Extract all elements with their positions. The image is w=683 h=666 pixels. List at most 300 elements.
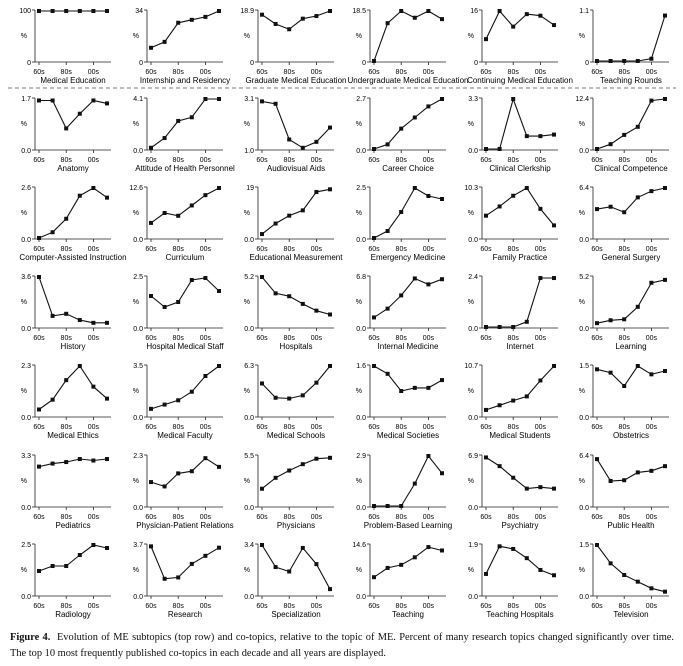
chart-panel: [352, 542, 446, 619]
y-axis-title: %: [355, 210, 362, 217]
y-max-label: 16: [470, 8, 478, 15]
data-point: [413, 16, 417, 20]
chart-panel: [356, 274, 446, 351]
data-point: [328, 313, 332, 317]
x-tick-label: 60s: [368, 246, 380, 253]
data-point: [163, 40, 167, 44]
chart-title: Teaching Hospitals: [486, 610, 554, 619]
chart-panel: [468, 542, 558, 619]
data-point: [552, 364, 556, 368]
y-min-label: 0.0: [21, 415, 31, 422]
chart-panel: [579, 453, 669, 530]
data-point: [399, 210, 403, 214]
x-tick-label: 60s: [33, 69, 45, 76]
y-min-label: 0.0: [356, 594, 366, 601]
data-point: [649, 281, 653, 285]
data-point: [595, 147, 599, 151]
x-tick-label: 60s: [256, 603, 268, 610]
chart-title: Public Health: [607, 521, 655, 530]
y-max-label: 3.1: [244, 96, 254, 103]
data-point: [287, 214, 291, 218]
data-point: [203, 193, 207, 197]
y-axis-title: %: [20, 478, 27, 485]
x-tick-label: 00s: [534, 157, 547, 164]
data-point: [78, 553, 82, 557]
chart-title: Computer-Assisted Instruction: [19, 253, 127, 262]
y-axis-title: %: [20, 121, 27, 128]
y-min-label: 0: [250, 60, 254, 67]
x-tick-label: 00s: [310, 157, 323, 164]
x-tick-label: 60s: [256, 335, 268, 342]
figure-label: Figure 4.: [10, 632, 51, 643]
x-tick-label: 60s: [591, 69, 603, 76]
y-axis-title: %: [132, 388, 139, 395]
chart-panel: [244, 274, 334, 351]
series-line: [597, 459, 665, 481]
x-tick-label: 60s: [591, 335, 603, 342]
data-point: [149, 294, 153, 298]
data-point: [663, 97, 667, 101]
data-point: [622, 573, 626, 577]
data-point: [426, 9, 430, 13]
data-point: [649, 372, 653, 376]
y-min-label: 0.0: [468, 237, 478, 244]
data-point: [663, 369, 667, 373]
data-point: [649, 99, 653, 103]
data-point: [260, 487, 264, 491]
x-tick-label: 00s: [422, 69, 435, 76]
data-point: [37, 98, 41, 102]
data-point: [484, 214, 488, 218]
data-point: [287, 469, 291, 473]
data-point: [301, 146, 305, 150]
y-max-label: 2.6: [21, 185, 31, 192]
chart-title: Audiovisual Aids: [266, 164, 326, 173]
data-point: [484, 325, 488, 329]
chart-panel: [348, 8, 469, 85]
y-min-label: 0.0: [356, 326, 366, 333]
x-tick-label: 60s: [256, 246, 268, 253]
series-line: [486, 366, 554, 410]
data-point: [484, 408, 488, 412]
data-point: [78, 318, 82, 322]
chart-title: Emergency Medicine: [370, 253, 446, 262]
y-max-label: 14.6: [352, 542, 366, 549]
data-point: [91, 543, 95, 547]
x-tick-label: 60s: [33, 424, 45, 431]
chart-title: Continuing Medical Education: [467, 76, 573, 85]
x-tick-label: 00s: [534, 69, 547, 76]
y-axis-title: %: [467, 121, 474, 128]
chart-panel: [133, 453, 234, 530]
x-tick-label: 80s: [507, 246, 519, 253]
y-axis-title: %: [243, 567, 250, 574]
y-axis-title: %: [132, 299, 139, 306]
x-tick-label: 80s: [618, 335, 630, 342]
y-max-label: 2.7: [356, 96, 366, 103]
y-max-label: 100: [19, 8, 31, 15]
data-point: [440, 378, 444, 382]
data-point: [51, 462, 55, 466]
y-max-label: 18.9: [240, 8, 254, 15]
data-point: [149, 46, 153, 50]
chart-title: Teaching: [391, 610, 425, 619]
data-point: [176, 471, 180, 475]
data-point: [287, 27, 291, 31]
data-point: [622, 210, 626, 214]
chart-panel: [579, 8, 669, 85]
data-point: [51, 314, 55, 318]
x-tick-label: 60s: [33, 514, 45, 521]
x-tick-label: 00s: [645, 424, 658, 431]
data-point: [301, 302, 305, 306]
x-tick-label: 60s: [145, 424, 157, 431]
data-point: [649, 469, 653, 473]
y-min-label: 0.0: [244, 415, 254, 422]
chart-panel: [133, 363, 223, 440]
data-point: [105, 397, 109, 401]
y-axis-title: %: [578, 121, 585, 128]
y-min-label: 0.0: [21, 326, 31, 333]
y-min-label: 0.0: [468, 148, 478, 155]
data-point: [91, 98, 95, 102]
y-min-label: 0.0: [133, 148, 143, 155]
x-tick-label: 00s: [87, 246, 100, 253]
data-point: [511, 325, 515, 329]
y-min-label: 0.0: [579, 326, 589, 333]
data-point: [622, 384, 626, 388]
x-tick-label: 80s: [283, 157, 295, 164]
data-point: [399, 127, 403, 131]
x-tick-label: 80s: [172, 514, 184, 521]
data-point: [260, 99, 264, 103]
y-max-label: 6.9: [468, 453, 478, 460]
data-point: [314, 562, 318, 566]
data-point: [609, 479, 613, 483]
x-tick-label: 60s: [145, 157, 157, 164]
data-point: [595, 321, 599, 325]
x-tick-label: 00s: [199, 335, 212, 342]
x-tick-label: 80s: [60, 335, 72, 342]
data-point: [622, 478, 626, 482]
series-line: [374, 547, 442, 577]
data-point: [525, 487, 529, 491]
data-point: [413, 186, 417, 190]
data-point: [663, 278, 667, 282]
y-axis-title: %: [243, 299, 250, 306]
data-point: [426, 104, 430, 108]
data-point: [413, 386, 417, 390]
x-tick-label: 80s: [283, 69, 295, 76]
data-point: [538, 207, 542, 211]
data-point: [190, 278, 194, 282]
chart-title: General Surgery: [601, 253, 661, 262]
data-point: [314, 457, 318, 461]
data-point: [440, 17, 444, 21]
y-max-label: 3.7: [133, 542, 143, 549]
x-tick-label: 00s: [199, 514, 212, 521]
data-point: [91, 385, 95, 389]
y-min-label: 0: [585, 60, 589, 67]
chart-panel: [467, 8, 573, 85]
chart-panel: [133, 542, 223, 619]
chart-title: History: [60, 342, 86, 351]
chart-title: Career Choice: [382, 164, 434, 173]
data-point: [328, 587, 332, 591]
data-point: [498, 325, 502, 329]
series-line: [486, 11, 554, 39]
chart-title: Medical Societies: [376, 431, 440, 440]
y-max-label: 10.3: [464, 185, 478, 192]
data-point: [440, 471, 444, 475]
series-line: [39, 188, 107, 238]
data-point: [217, 465, 221, 469]
chart-panel: [579, 274, 669, 351]
data-point: [538, 14, 542, 18]
chart-title: Hospital Medical Staff: [146, 342, 224, 351]
y-min-label: 0: [474, 60, 478, 67]
data-point: [64, 378, 68, 382]
y-min-label: 1.0: [244, 148, 254, 155]
data-point: [328, 456, 332, 460]
x-tick-label: 00s: [87, 424, 100, 431]
y-axis-title: %: [132, 210, 139, 217]
y-max-label: 2.5: [133, 274, 143, 281]
x-tick-label: 00s: [422, 603, 435, 610]
x-tick-label: 00s: [534, 335, 547, 342]
data-point: [413, 555, 417, 559]
x-tick-label: 80s: [507, 424, 519, 431]
data-point: [609, 142, 613, 146]
y-max-label: 3.6: [21, 274, 31, 281]
chart-panel: [21, 363, 111, 440]
y-max-label: 10.7: [464, 363, 478, 370]
data-point: [149, 221, 153, 225]
data-point: [163, 136, 167, 140]
series-line: [486, 278, 554, 327]
y-max-label: 6.4: [579, 185, 589, 192]
chart-title: Graduate Medical Education: [245, 76, 347, 85]
data-point: [163, 211, 167, 215]
data-point: [538, 568, 542, 572]
x-tick-label: 00s: [645, 514, 658, 521]
data-point: [64, 217, 68, 221]
y-axis-title: %: [467, 33, 474, 40]
data-point: [301, 546, 305, 550]
y-axis-title: %: [467, 388, 474, 395]
y-max-label: 6.4: [579, 453, 589, 460]
data-point: [538, 378, 542, 382]
y-axis-title: %: [355, 388, 362, 395]
chart-panel: [575, 96, 669, 173]
series-line: [374, 366, 442, 391]
data-point: [105, 9, 109, 13]
data-point: [37, 236, 41, 240]
data-point: [176, 214, 180, 218]
data-point: [91, 186, 95, 190]
data-point: [538, 276, 542, 280]
chart-title: Internal Medicine: [377, 342, 439, 351]
chart-title: Teaching Rounds: [600, 76, 662, 85]
chart-title: Television: [613, 610, 649, 619]
data-point: [525, 134, 529, 138]
y-min-label: 0.0: [468, 505, 478, 512]
data-point: [190, 18, 194, 22]
y-min-label: 0.0: [21, 594, 31, 601]
series-line: [262, 277, 330, 315]
x-tick-label: 80s: [507, 335, 519, 342]
x-tick-label: 60s: [145, 603, 157, 610]
y-axis-title: %: [243, 210, 250, 217]
x-tick-label: 00s: [199, 157, 212, 164]
x-tick-label: 00s: [645, 69, 658, 76]
y-axis-title: %: [467, 210, 474, 217]
x-tick-label: 00s: [310, 69, 323, 76]
data-point: [609, 59, 613, 63]
x-tick-label: 80s: [507, 603, 519, 610]
data-point: [595, 367, 599, 371]
x-tick-label: 60s: [368, 157, 380, 164]
x-tick-label: 00s: [199, 246, 212, 253]
data-point: [552, 573, 556, 577]
series-line: [151, 11, 219, 48]
x-tick-label: 60s: [145, 514, 157, 521]
chart-panel: [19, 185, 126, 262]
chart-panel: [244, 96, 334, 173]
series-line: [262, 11, 330, 29]
chart-panel: [579, 363, 669, 440]
x-tick-label: 80s: [618, 69, 630, 76]
x-tick-label: 60s: [256, 69, 268, 76]
data-point: [649, 189, 653, 193]
series-line: [262, 458, 330, 489]
chart-title: Clinical Competence: [594, 164, 668, 173]
data-point: [498, 464, 502, 468]
y-max-label: 2.5: [356, 185, 366, 192]
series-line: [374, 279, 442, 318]
data-point: [484, 455, 488, 459]
x-tick-label: 60s: [480, 246, 492, 253]
data-point: [636, 364, 640, 368]
y-max-label: 3.4: [244, 542, 254, 549]
data-point: [274, 102, 278, 106]
y-max-label: 1.7: [21, 96, 31, 103]
x-tick-label: 60s: [591, 157, 603, 164]
data-point: [91, 321, 95, 325]
data-point: [314, 381, 318, 385]
x-tick-label: 80s: [618, 514, 630, 521]
data-point: [622, 59, 626, 63]
data-point: [314, 14, 318, 18]
y-max-label: 12.6: [129, 185, 143, 192]
x-tick-label: 00s: [645, 246, 658, 253]
data-point: [64, 9, 68, 13]
data-point: [440, 197, 444, 201]
data-point: [190, 115, 194, 119]
data-point: [287, 569, 291, 573]
chart-panel: [240, 8, 346, 85]
chart-panel: [356, 96, 446, 173]
data-point: [498, 204, 502, 208]
data-point: [609, 561, 613, 565]
y-axis-title: %: [20, 299, 27, 306]
y-min-label: 0: [362, 60, 366, 67]
data-point: [190, 562, 194, 566]
x-tick-label: 80s: [60, 603, 72, 610]
chart-title: Attitude of Health Personnel: [135, 164, 235, 173]
data-point: [511, 476, 515, 480]
chart-panel: [468, 453, 558, 530]
data-point: [163, 484, 167, 488]
data-point: [372, 315, 376, 319]
data-point: [217, 546, 221, 550]
data-point: [595, 207, 599, 211]
data-point: [609, 371, 613, 375]
x-tick-label: 00s: [87, 603, 100, 610]
data-point: [484, 37, 488, 41]
chart-panel: [21, 274, 111, 351]
x-tick-label: 60s: [256, 424, 268, 431]
y-max-label: 2.9: [356, 453, 366, 460]
series-line: [374, 456, 442, 506]
figure-caption-text: Evolution of ME subtopics (top row) and co-topics, relative to the topic of ME. Percent of many research topics changed significantly over time. The top 10 most frequently published co-topics in each decade and all years are displayed.: [10, 632, 674, 659]
y-axis-title: %: [578, 388, 585, 395]
y-min-label: 0.0: [244, 326, 254, 333]
y-min-label: 0.0: [468, 415, 478, 422]
y-max-label: 3.5: [133, 363, 143, 370]
y-axis-title: %: [243, 33, 250, 40]
x-tick-label: 80s: [395, 603, 407, 610]
data-point: [37, 569, 41, 573]
data-point: [663, 186, 667, 190]
y-axis-title: %: [578, 567, 585, 574]
data-point: [217, 97, 221, 101]
data-point: [649, 586, 653, 590]
data-point: [372, 504, 376, 508]
x-tick-label: 80s: [618, 424, 630, 431]
y-min-label: 0.0: [133, 237, 143, 244]
x-tick-label: 80s: [395, 157, 407, 164]
y-max-label: 6.3: [244, 363, 254, 370]
data-point: [552, 487, 556, 491]
data-point: [78, 457, 82, 461]
chart-panel: [468, 96, 558, 173]
x-tick-label: 80s: [172, 246, 184, 253]
series-line: [486, 457, 554, 488]
chart-title: Medical Education: [40, 76, 106, 85]
y-max-label: 6.8: [356, 274, 366, 281]
data-point: [217, 186, 221, 190]
data-point: [328, 364, 332, 368]
chart-panel: [579, 542, 669, 619]
x-tick-label: 60s: [33, 157, 45, 164]
y-max-label: 5.2: [579, 274, 589, 281]
y-axis-title: %: [467, 478, 474, 485]
y-min-label: 0.0: [133, 505, 143, 512]
x-tick-label: 80s: [395, 69, 407, 76]
data-point: [413, 482, 417, 486]
x-tick-label: 80s: [60, 424, 72, 431]
data-point: [440, 97, 444, 101]
y-min-label: 0.0: [468, 594, 478, 601]
data-point: [372, 59, 376, 63]
x-tick-label: 60s: [145, 69, 157, 76]
data-point: [260, 232, 264, 236]
data-point: [386, 229, 390, 233]
data-point: [51, 98, 55, 102]
x-tick-label: 80s: [60, 157, 72, 164]
chart-title: Educational Measurement: [249, 253, 343, 262]
